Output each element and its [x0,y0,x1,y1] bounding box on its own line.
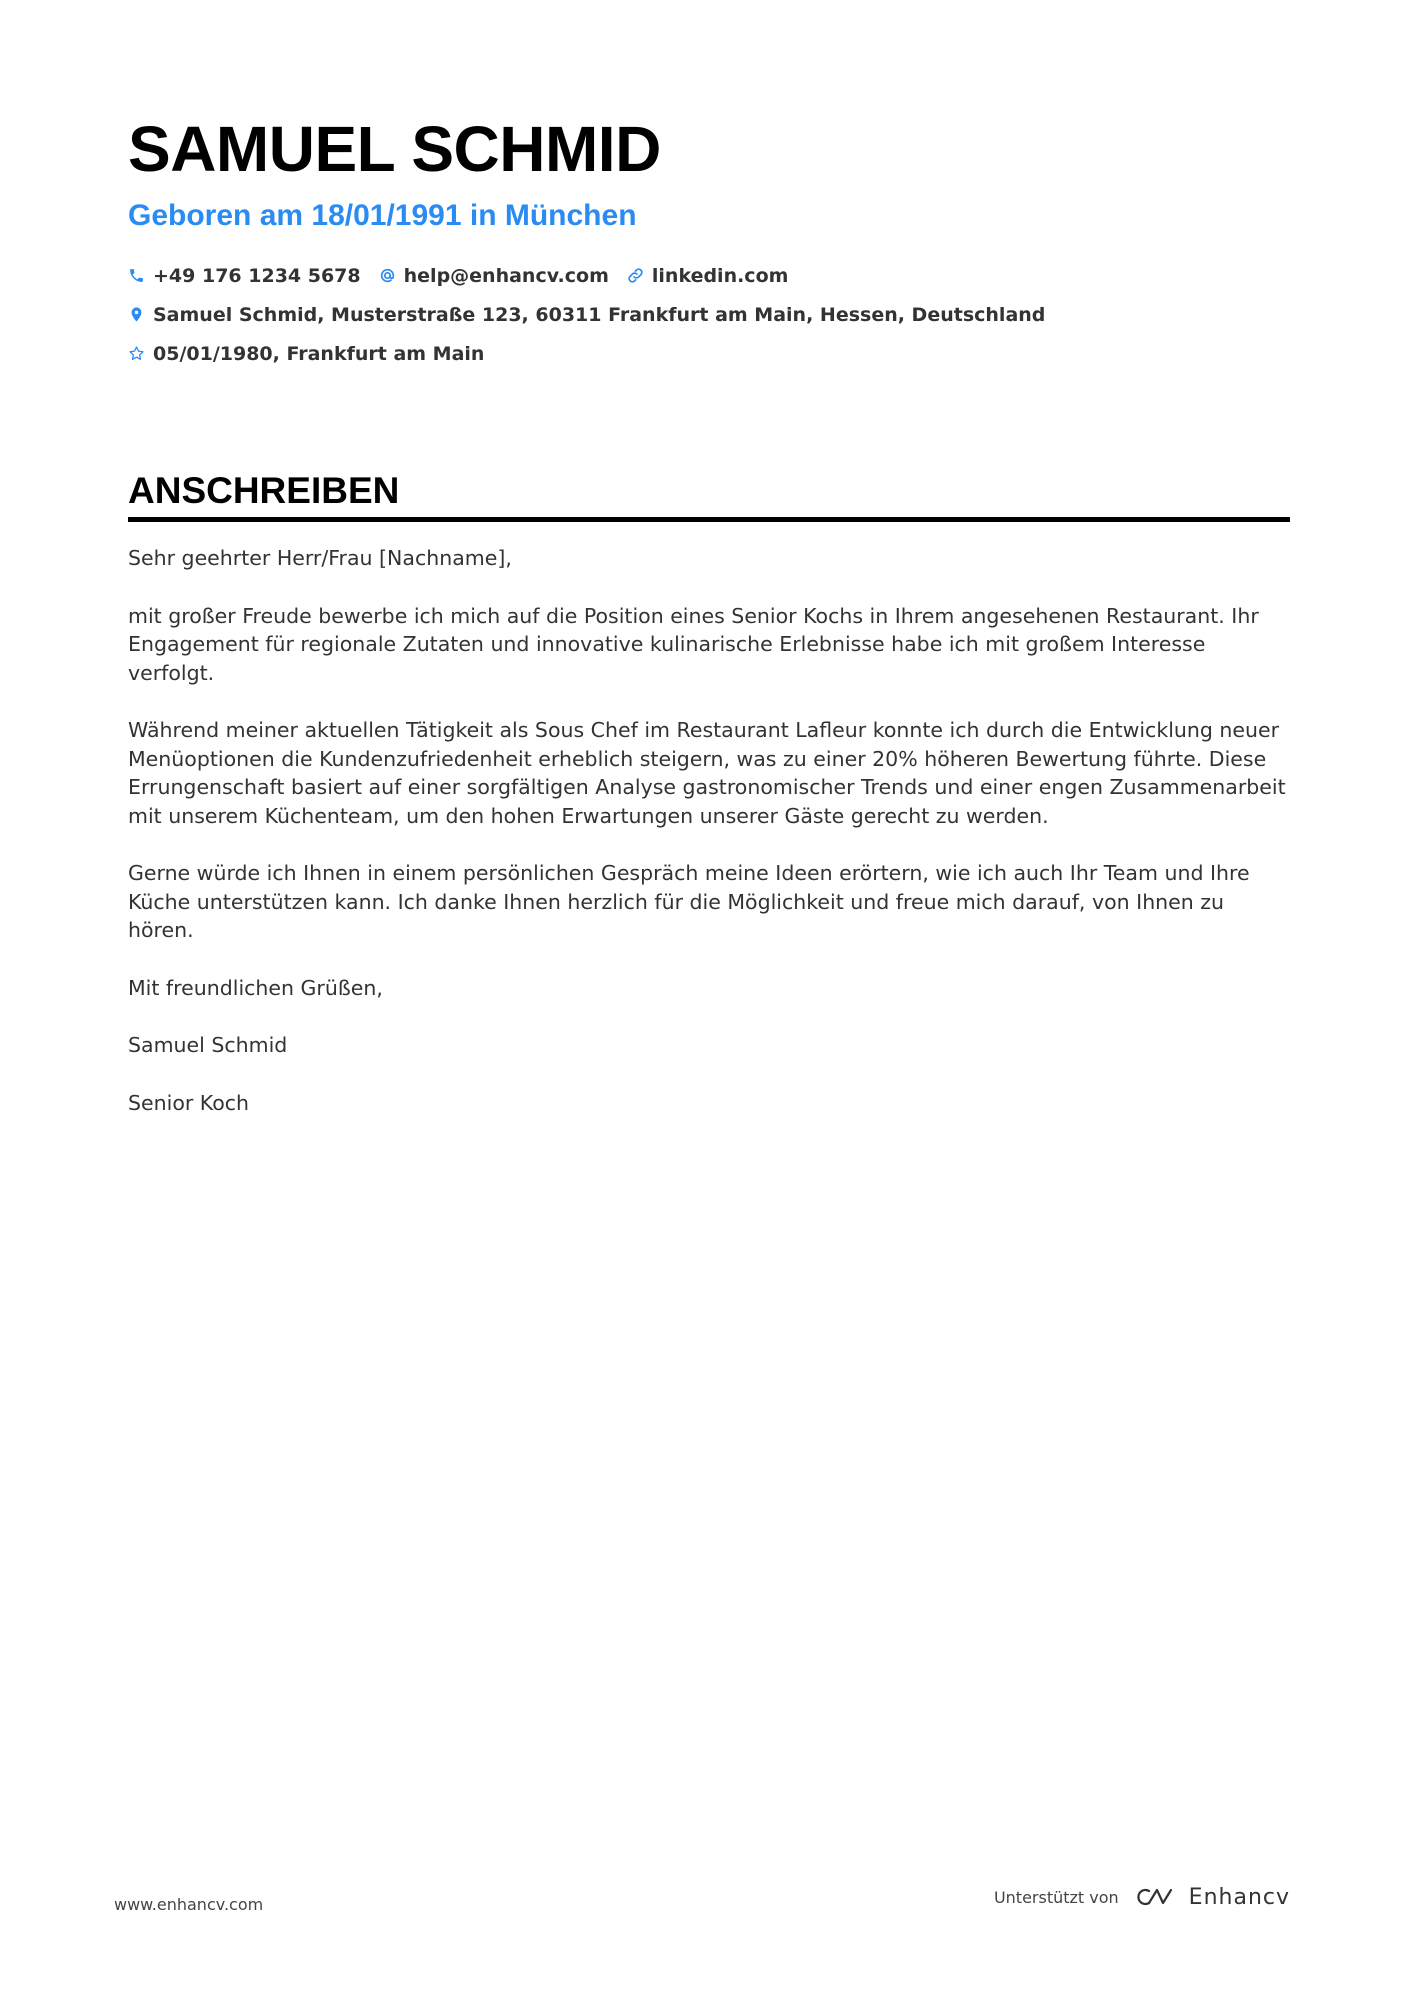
letter-salutation: Sehr geehrter Herr/Frau [Nachname], [128,546,512,570]
footer-website[interactable]: www.enhancv.com [114,1895,264,1914]
birth-subtitle: Geboren am 18/01/1991 in München [128,199,637,232]
section-title: ANSCHREIBEN [128,470,400,511]
contact-line-3 [128,334,1290,373]
letter-paragraph-1: mit großer Freude bewerbe ich mich auf die Position eines Senior Kochs in Ihrem angesehenen Restaurant. Ihr Engagement für regionale Zutaten und innovative kulinarische Erlebnisse habe ich mit großem Interesse verfolgt. [128,603,1259,685]
enhancv-logo-icon [1131,1884,1177,1910]
phone-number: +49 176 1234 5678 [153,264,361,287]
brand-name: Enhancv [1188,1884,1290,1910]
star-icon [128,345,145,362]
contact-link [627,265,789,287]
contact-line-1 [128,256,1290,295]
contact-birth [128,343,484,365]
postal-address: Samuel Schmid, Musterstraße 123, 60311 Frankfurt am Main, Hessen, Deutschland [153,303,1046,326]
powered-by-label: Unterstützt von [993,1887,1119,1907]
applicant-name: SAMUEL SCHMID [128,113,661,185]
contact-email [379,265,609,287]
location-pin-icon [128,306,145,323]
birth-info: 05/01/1980, Frankfurt am Main [153,342,485,365]
signature-name: Samuel Schmid [128,1033,288,1057]
letter-body [128,544,1290,1117]
profile-link[interactable]: linkedin.com [651,264,789,287]
contact-phone [128,265,361,287]
signature-title: Senior Koch [128,1090,250,1115]
letter-paragraph-2: Während meiner aktuellen Tätigkeit als Sous Chef im Restaurant Lafleur konnte ich durch die Entwicklung neuer Menüoptionen die Kundenzufriedenheit erheblich steigern, was zu einer 20% höheren Bewertung führte. Diese Errungenschaft basiert auf einer sorgfältigen Analyse gastronomischer Trends und einer engen Zusammenarbeit mit unserem Küchenteam, um den hohen Erwartungen unserer Gäste gerecht zu werden. [128,718,1286,828]
phone-icon [128,267,145,284]
footer-branding [994,1884,1290,1910]
at-icon [379,267,396,284]
section-divider [128,517,1290,522]
cover-letter-page [128,112,1290,1146]
email-address[interactable]: help@enhancv.com [403,264,609,287]
letter-closing: Mit freundlichen Grüßen, [128,975,383,1000]
contact-info [128,256,1290,373]
letter-paragraph-3: Gerne würde ich Ihnen in einem persönlichen Gespräch meine Ideen erörtern, wie ich auch Ihr Team und Ihre Küche unterstützen kann. Ich danke Ihnen herzlich für die Möglichkeit und freue mich darauf, von Ihnen zu hören. [128,861,1250,942]
contact-address [128,304,1045,326]
contact-line-2 [128,295,1290,334]
link-icon [627,267,644,284]
